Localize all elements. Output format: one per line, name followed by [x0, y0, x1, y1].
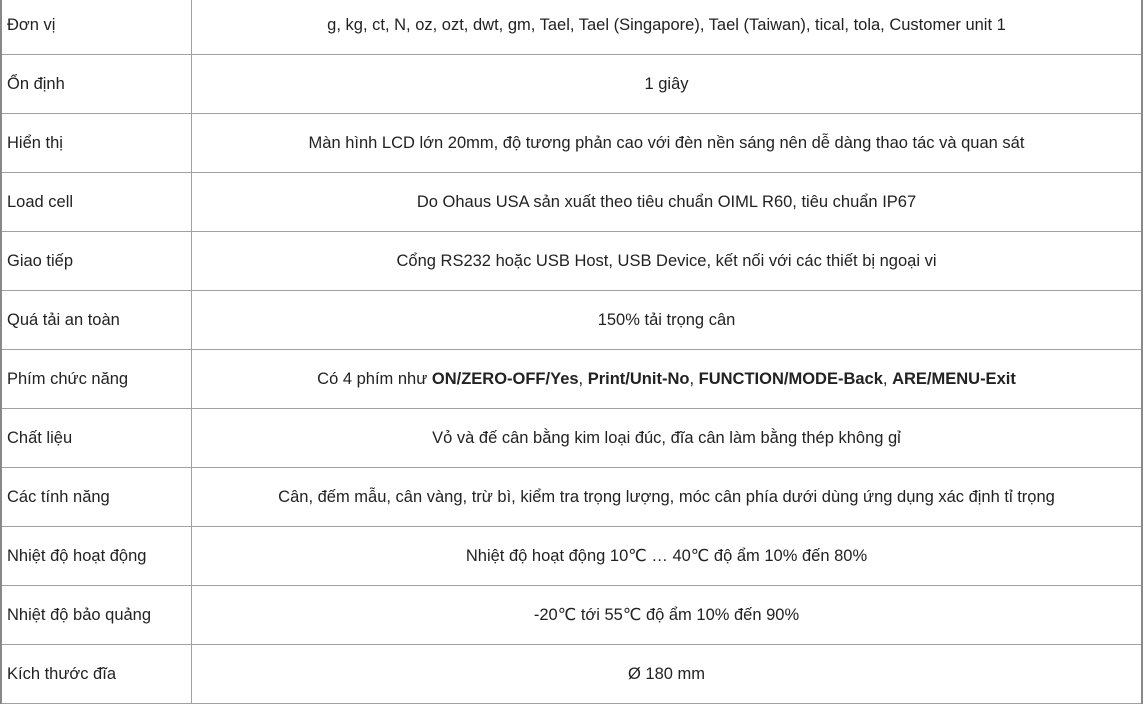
row-value: Cân, đếm mẫu, cân vàng, trừ bì, kiểm tra trọng lượng, móc cân phía dưới dùng ứng dụng xác định tỉ trọng	[192, 468, 1143, 527]
keys-intro-text: Có 4 phím như	[317, 370, 432, 388]
row-label: Giao tiếp	[1, 232, 192, 291]
row-label: Ổn định	[1, 55, 192, 114]
row-label: Kích thước đĩa	[1, 645, 192, 704]
row-label: Nhiệt độ hoạt động	[1, 527, 192, 586]
row-label: Chất liệu	[1, 409, 192, 468]
keys-separator: ,	[882, 370, 893, 388]
key-print-unit: Print/Unit-No	[587, 370, 690, 388]
row-label: Quá tải an toàn	[1, 291, 192, 350]
key-are-menu: ARE/MENU-Exit	[892, 370, 1016, 388]
row-value: Ø 180 mm	[192, 645, 1143, 704]
row-value: Nhiệt độ hoạt động 10℃ … 40℃ độ ẩm 10% đến 80%	[192, 527, 1143, 586]
row-value: Do Ohaus USA sản xuất theo tiêu chuẩn OIML R60, tiêu chuẩn IP67	[192, 173, 1143, 232]
table-row	[1, 586, 1142, 645]
row-label: Đơn vị	[1, 0, 192, 55]
table-row	[1, 114, 1142, 173]
table-row	[1, 291, 1142, 350]
row-value: g, kg, ct, N, oz, ozt, dwt, gm, Tael, Tael (Singapore), Tael (Taiwan), tical, tola, Customer unit 1	[192, 0, 1143, 55]
row-value: 1 giây	[192, 55, 1143, 114]
table-row	[1, 232, 1142, 291]
table-row	[1, 527, 1142, 586]
row-value: Màn hình LCD lớn 20mm, độ tương phản cao với đèn nền sáng nên dễ dàng thao tác và quan sát	[192, 114, 1143, 173]
table-row	[1, 409, 1142, 468]
row-label: Hiển thị	[1, 114, 192, 173]
row-value: 150% tải trọng cân	[192, 291, 1143, 350]
key-on-zero-off: ON/ZERO-OFF/Yes	[431, 370, 579, 388]
table-row	[1, 468, 1142, 527]
row-label: Nhiệt độ bảo quảng	[1, 586, 192, 645]
table-row	[1, 55, 1142, 114]
row-value: Cổng RS232 hoặc USB Host, USB Device, kết nối với các thiết bị ngoại vi	[192, 232, 1143, 291]
row-label: Phím chức năng	[1, 350, 192, 409]
row-value: Vỏ và đế cân bằng kim loại đúc, đĩa cân làm bằng thép không gỉ	[192, 409, 1143, 468]
row-label: Các tính năng	[1, 468, 192, 527]
key-function-mode: FUNCTION/MODE-Back	[698, 370, 883, 388]
table-row	[1, 645, 1142, 704]
row-label: Load cell	[1, 173, 192, 232]
table-row	[1, 173, 1142, 232]
keys-separator: ,	[689, 370, 699, 388]
row-value: -20℃ tới 55℃ độ ẩm 10% đến 90%	[192, 586, 1143, 645]
table-row	[1, 350, 1142, 409]
row-value	[192, 350, 1143, 409]
keys-separator: ,	[578, 370, 588, 388]
table-row	[1, 0, 1142, 55]
